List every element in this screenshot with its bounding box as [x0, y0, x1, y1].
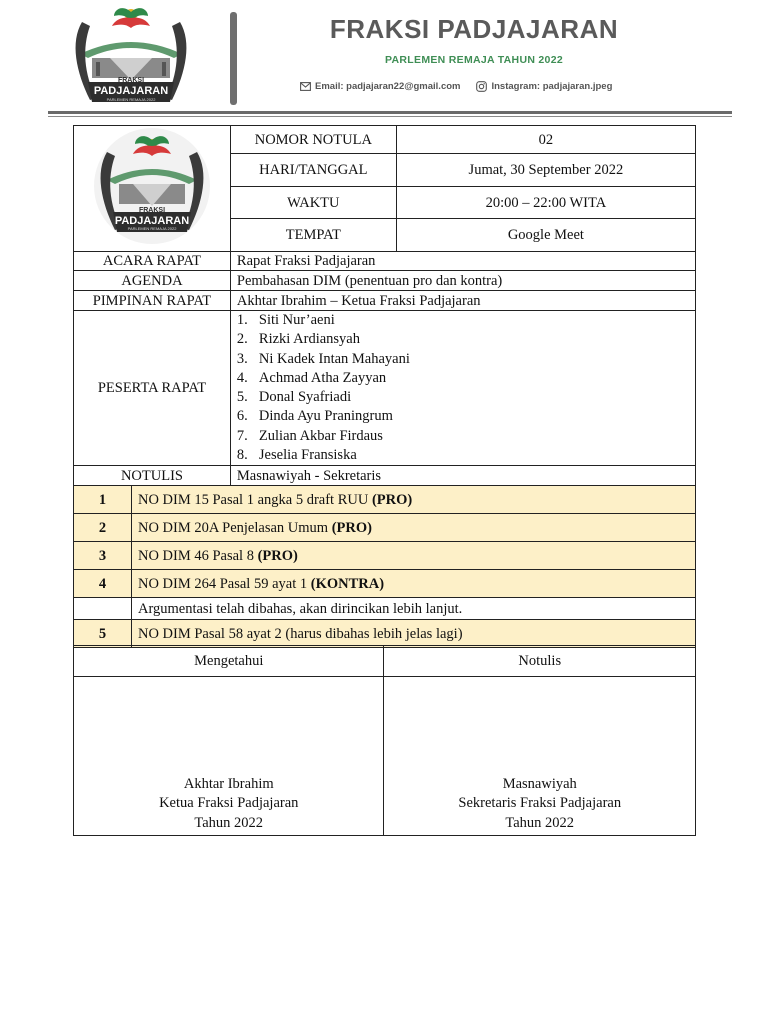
- peserta-list: [237, 311, 689, 465]
- email-contact[interactable]: [300, 81, 460, 92]
- svg-text:PARLEMEN REMAJA 2022: PARLEMEN REMAJA 2022: [127, 226, 177, 231]
- dim-text: NO DIM 46 Pasal 8 (PRO): [131, 542, 695, 570]
- dim-index: [74, 598, 132, 620]
- fraksi-padjajaran-logo: [85, 126, 219, 246]
- signer-role: Ketua Fraksi Padjajaran: [159, 795, 299, 811]
- peserta-list-cell: [230, 311, 695, 466]
- signature-heading-left: Mengetahui: [74, 646, 384, 677]
- signature-table: [73, 645, 696, 836]
- list-item: 6. Dinda Ayu Praningrum: [236, 408, 393, 425]
- signer-name: Masnawiyah: [502, 775, 577, 792]
- list-item: 8. Jeselia Fransiska: [236, 447, 357, 464]
- table-row: [74, 620, 696, 648]
- acara-value: Rapat Fraksi Padjajaran: [230, 252, 695, 271]
- svg-text:PADJAJARAN: PADJAJARAN: [114, 215, 190, 227]
- instagram-text: Instagram: padjajaran.jpeg: [491, 81, 613, 92]
- waktu-value: 20:00 – 22:00 WITA: [396, 187, 695, 218]
- dim-text: NO DIM 20A Penjelasan Umum (PRO): [131, 514, 695, 542]
- dim-text: NO DIM Pasal 58 ayat 2 (harus dibahas lebih jelas lagi): [131, 620, 695, 648]
- peserta-label: PESERTA RAPAT: [74, 311, 231, 466]
- dim-index: 3: [74, 542, 132, 570]
- nomor-value: 02: [396, 126, 695, 154]
- acara-label: ACARA RAPAT: [74, 252, 231, 271]
- table-row: [74, 598, 696, 620]
- notulis-value: Masnawiyah - Sekretaris: [230, 466, 695, 486]
- signature-block-right: [384, 677, 696, 836]
- org-subtitle: PARLEMEN REMAJA TAHUN 2022: [385, 54, 563, 66]
- svg-text:FRAKSI: FRAKSI: [138, 207, 165, 214]
- notulis-label: NOTULIS: [74, 466, 231, 486]
- hari-label: HARI/TANGGAL: [230, 154, 396, 187]
- dim-text: Argumentasi telah dibahas, akan dirincikan lebih lanjut.: [131, 598, 695, 620]
- list-item: 1. Siti Nur’aeni: [236, 312, 335, 328]
- org-title: FRAKSI PADJAJARAN: [329, 14, 619, 44]
- instagram-icon: [476, 81, 487, 92]
- email-text: Email: padjajaran22@gmail.com: [315, 81, 461, 92]
- dim-index: 4: [74, 570, 132, 598]
- header-divider: [230, 12, 237, 105]
- list-item: 7. Zulian Akbar Firdaus: [236, 427, 383, 444]
- signature-heading-right: Notulis: [384, 646, 696, 677]
- table-row: [74, 486, 696, 514]
- agenda-label: AGENDA: [74, 271, 231, 291]
- instagram-contact[interactable]: [476, 81, 612, 92]
- dim-index: 5: [74, 620, 132, 648]
- signer-name: Akhtar Ibrahim: [183, 775, 274, 792]
- list-item: 3. Ni Kadek Intan Mahayani: [236, 350, 410, 367]
- contact-info: [300, 81, 612, 92]
- mail-icon: [300, 82, 311, 91]
- svg-text:FRAKSI: FRAKSI: [117, 77, 145, 84]
- fraksi-padjajaran-logo: [70, 2, 192, 110]
- dim-text: NO DIM 15 Pasal 1 angka 5 draft RUU (PRO): [131, 486, 695, 514]
- list-item: 5. Donal Syafriadi: [236, 389, 352, 406]
- signer-year: Tahun 2022: [505, 814, 575, 831]
- dim-index: 2: [74, 514, 132, 542]
- dim-index: 1: [74, 486, 132, 514]
- list-item: 4. Achmad Atha Zayyan: [236, 369, 387, 386]
- waktu-label: WAKTU: [230, 187, 396, 218]
- tempat-value: Google Meet: [396, 218, 695, 251]
- list-item: 2. Rizki Ardiansyah: [236, 331, 360, 348]
- notula-table: [73, 125, 696, 648]
- hari-value: Jumat, 30 September 2022: [396, 154, 695, 187]
- table-row: [74, 570, 696, 598]
- table-row: [74, 514, 696, 542]
- agenda-value: Pembahasan DIM (penentuan pro dan kontra): [230, 271, 695, 291]
- tempat-label: TEMPAT: [230, 218, 396, 251]
- dim-text: NO DIM 264 Pasal 59 ayat 1 (KONTRA): [131, 570, 695, 598]
- logo-cell: [74, 126, 231, 252]
- signature-block-left: [74, 677, 384, 836]
- svg-text:PADJAJARAN: PADJAJARAN: [93, 85, 169, 97]
- header-rule-thin: [48, 116, 732, 117]
- header-rule: [48, 111, 732, 114]
- table-row: [74, 542, 696, 570]
- nomor-label: NOMOR NOTULA: [230, 126, 396, 154]
- letterhead: [48, 0, 732, 118]
- svg-text:PARLEMEN REMAJA 2022: PARLEMEN REMAJA 2022: [106, 97, 156, 102]
- signer-year: Tahun 2022: [194, 814, 264, 831]
- signer-role: Sekretaris Fraksi Padjajaran: [458, 795, 622, 811]
- pimpinan-label: PIMPINAN RAPAT: [74, 291, 231, 311]
- pimpinan-value: Akhtar Ibrahim – Ketua Fraksi Padjajaran: [230, 291, 695, 311]
